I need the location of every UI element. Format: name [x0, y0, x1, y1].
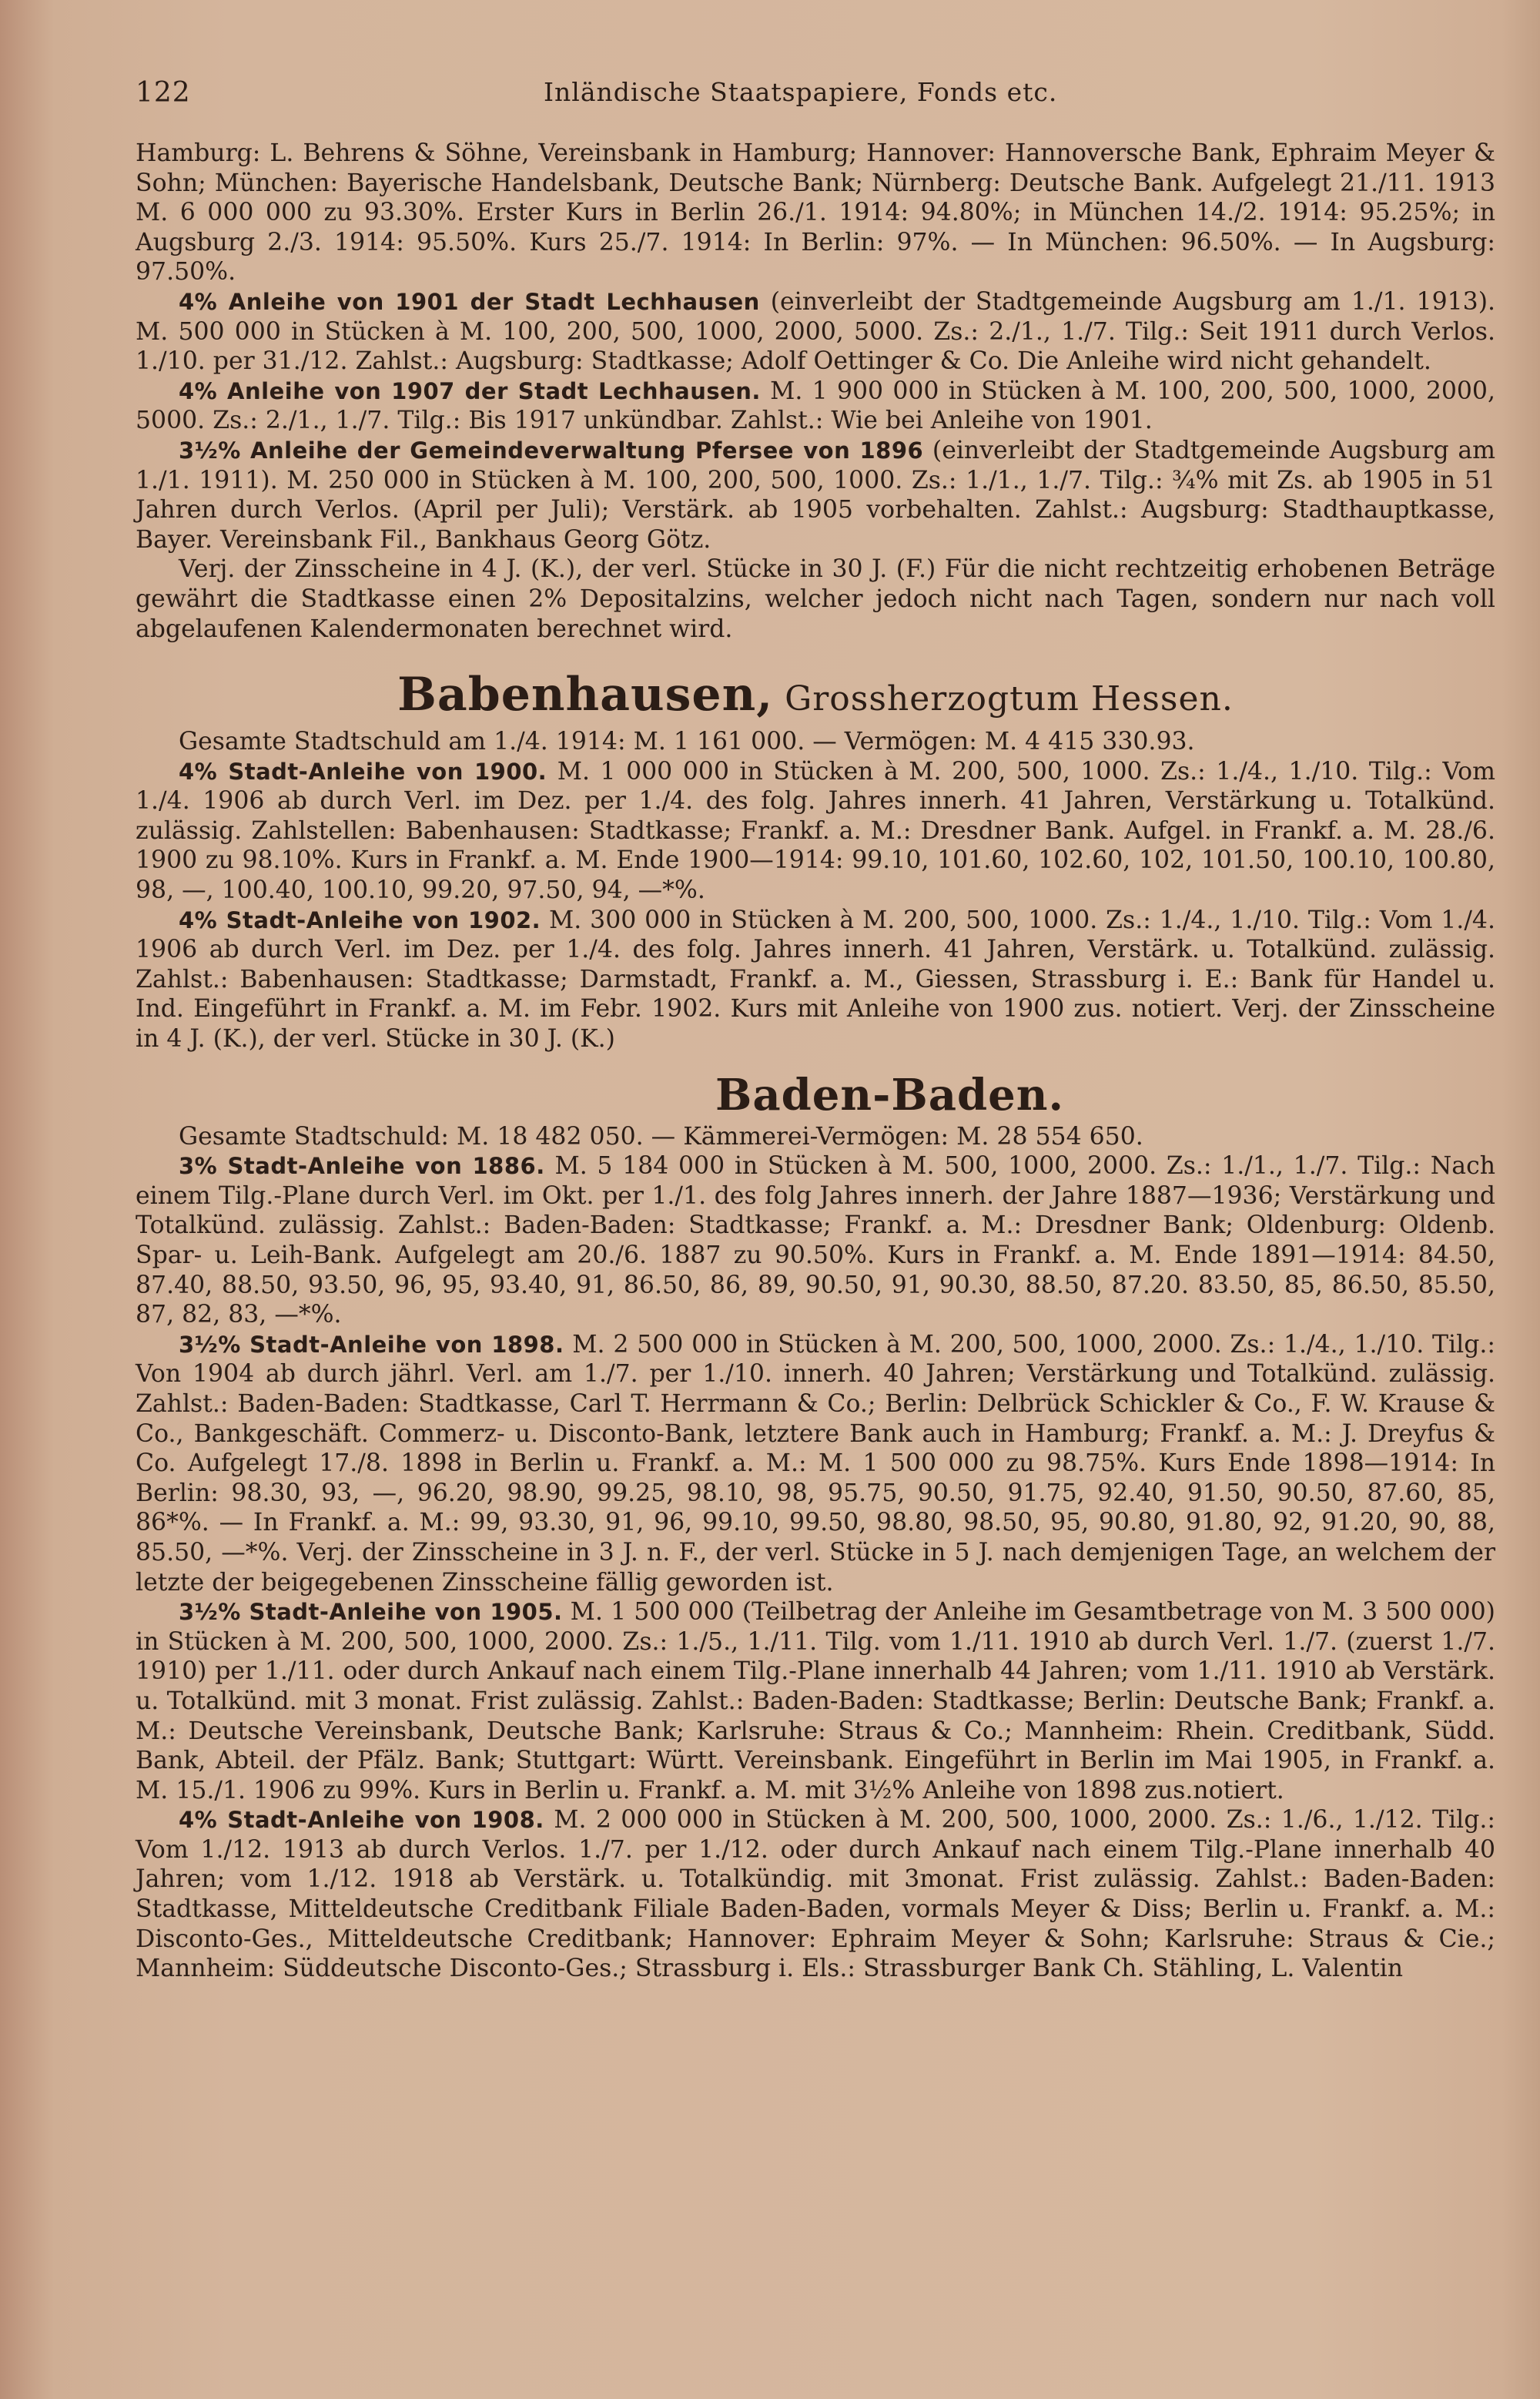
paragraph-lechhausen-1901: 4% Anleihe von 1901 der Stadt Lechhausen (einverleibt der Stadtgemeinde Augsburg am 1./1. 1913). M. 500 000 in Stücken à M. 100, 200, 500, 1000, 2000, 5000. Zs.: 2./1., 1./7. Tilg.: Seit 1911 durch Verlos. 1./10. per 31./12. Zahlst.: Augsburg: Stadtkasse; Adolf Oettinger & Co. Die Anleihe wird nicht gehandelt.	[136, 287, 1495, 376]
bond-title: 3½% Stadt-Anleihe von 1905.	[179, 1599, 563, 1626]
page-header	[136, 77, 1506, 123]
bond-title: 3½% Anleihe der Gemeindeverwaltung Pfersee von 1896	[179, 437, 924, 464]
paragraph-lechhausen-1907: 4% Anleihe von 1907 der Stadt Lechhausen. M. 1 900 000 in Stücken à M. 100, 200, 500, 1000, 2000, 5000. Zs.: 2./1., 1./7. Tilg.: Bis 1917 unkündbar. Zahlst.: Wie bei Anleihe von 1901.	[136, 377, 1495, 435]
bond-title: 4% Anleihe von 1907 der Stadt Lechhausen.	[179, 377, 761, 404]
paragraph-pfersee-1896: 3½% Anleihe der Gemeindeverwaltung Pfersee von 1896 (einverleibt der Stadtgemeinde Augsburg am 1./1. 1911). M. 250 000 in Stücken à M. 100, 200, 500, 1000. Zs.: 1./1., 1./7. Tilg.: ¾% mit Zs. ab 1905 in 51 Jahren durch Verlos. (April per Juli); Verstärk. ab 1905 vorbehalten. Zahlst.: Augsburg: Stadthauptkasse, Bayer. Vereinsbank Fil., Bankhaus Georg Götz.	[136, 436, 1495, 554]
paragraph-baden-baden-1908: 4% Stadt-Anleihe von 1908. M. 2 000 000 in Stücken à M. 200, 500, 1000, 2000. Zs.: 1./6., 1./12. Tilg.: Vom 1./12. 1913 ab durch Verlos. 1./7. per 1./12. oder durch Ankauf nach einem Tilg.-Plane innerhalb 40 Jahren; vom 1./12. 1918 ab Verstärk. u. Totalkündig. mit 3monat. Frist zulässig. Zahlst.: Baden-Baden: Stadtkasse, Mitteldeutsche Creditbank Filiale Baden-Baden, vormals Meyer & Diss; Berlin u. Frankf. a. M.: Disconto-Ges., Mitteldeutsche Creditbank; Hannover: Ephraim Meyer & Sohn; Karlsruhe: Straus & Cie.; Mannheim: Süddeutsche Disconto-Ges.; Strassburg i. Els.: Strassburger Bank Ch. Stähling, L. Valentin	[136, 1806, 1495, 1983]
paragraph-baden-baden-1886: 3% Stadt-Anleihe von 1886. M. 5 184 000 in Stücken à M. 500, 1000, 2000. Zs.: 1./1., 1./7. Tilg.: Nach einem Tilg.-Plane durch Verl. im Okt. per 1./1. des folg Jahres innerh. der Jahre 1887—1936; Verstärkung und Totalkünd. zulässig. Zahlst.: Baden-Baden: Stadtkasse; Frankf. a. M.: Dresdner Bank; Oldenburg: Oldenb. Spar- u. Leih-Bank. Aufgelegt am 20./6. 1887 zu 90.50%. Kurs in Frankf. a. M. Ende 1891—1914: 84.50, 87.40, 88.50, 93.50, 96, 95, 93.40, 91, 86.50, 86, 89, 90.50, 91, 90.30, 88.50, 87.20. 83.50, 85, 86.50, 85.50, 87, 82, 83, —*%.	[136, 1152, 1496, 1329]
section-heading-babenhausen: Babenhausen, Grossherzogtum Hessen.	[397, 668, 1234, 722]
page-number: 122	[136, 77, 191, 109]
paragraph-verjaehrung: Verj. der Zinsscheine in 4 J. (K.), der verl. Stücke in 30 J. (F.) Für die nicht rechtzeitig erhobenen Beträge gewährt die Stadtkasse einen 2% Depositalzins, welcher jedoch nicht nach Tagen, sondern nur nach voll abgelaufenen Kalendermonaten berechnet wird.	[136, 555, 1495, 643]
paragraph-baden-baden-1905: 3½% Stadt-Anleihe von 1905. M. 1 500 000 (Teilbetrag der Anleihe im Gesamtbetrage von M. 3 500 000) in Stücken à M. 200, 500, 1000, 2000. Zs.: 1./5., 1./11. Tilg. vom 1./11. 1910 ab durch Verl. 1./7. (zuerst 1./7. 1910) per 1./11. oder durch Ankauf nach einem Tilg.-Plane innerhalb 44 Jahren; vom 1./11. 1910 ab Verstärk. u. Totalkünd. mit 3 monat. Frist zulässig. Zahlst.: Baden-Baden: Stadtkasse; Berlin: Deutsche Bank; Frankf. a. M.: Deutsche Vereinsbank, Deutsche Bank; Karlsruhe: Straus & Co.; Mannheim: Rhein. Creditbank, Südd. Bank, Abteil. der Pfälz. Bank; Stuttgart: Württ. Vereinsbank. Eingeführt in Berlin im Mai 1905, in Frankf. a. M. 15./1. 1906 zu 99%. Kurs in Berlin u. Frankf. a. M. mit 3½% Anleihe von 1898 zus.notiert.	[136, 1598, 1495, 1804]
bond-title: 4% Anleihe von 1901 der Stadt Lechhausen	[179, 288, 760, 315]
running-title: Inländische Staatspapiere, Fonds etc.	[544, 77, 1058, 107]
section-heading-baden-baden: Baden-Baden.	[715, 1069, 1064, 1121]
page-body	[136, 139, 1495, 1984]
paragraph-babenhausen-schuld: Gesamte Stadtschuld am 1./4. 1914: M. 1 161 000. — Vermögen: M. 4 415 330.93.	[179, 728, 1195, 756]
bond-title: 4% Stadt-Anleihe von 1908.	[179, 1807, 544, 1834]
bond-title: 4% Stadt-Anleihe von 1900.	[179, 758, 547, 785]
paragraph-babenhausen-1900: 4% Stadt-Anleihe von 1900. M. 1 000 000 in Stücken à M. 200, 500, 1000. Zs.: 1./4., 1./10. Tilg.: Vom 1./4. 1906 ab durch Verl. im Dez. per 1./4. des folg. Jahres innerh. 41 Jahren, Verstärkung u. Totalkünd. zulässig. Zahlstellen: Babenhausen: Stadtkasse; Frankf. a. M.: Dresdner Bank. Aufgel. in Frankf. a. M. 28./6. 1900 zu 98.10%. Kurs in Frankf. a. M. Ende 1900—1914: 99.10, 101.60, 102.60, 102, 101.50, 100.10, 100.80, 98, —, 100.40, 100.10, 99.20, 97.50, 94, —*%.	[136, 757, 1496, 905]
paragraph-babenhausen-1902: 4% Stadt-Anleihe von 1902. M. 300 000 in Stücken à M. 200, 500, 1000. Zs.: 1./4., 1./10. Tilg.: Vom 1./4. 1906 ab durch Verl. im Dez. per 1./4. des folg. Jahres innerh. 41 Jahren, Verstärk. u. Totalkünd. zulässig. Zahlst.: Babenhausen: Stadtkasse; Darmstadt, Frankf. a. M., Giessen, Strassburg i. E.: Bank für Handel u. Ind. Eingeführt in Frankf. a. M. im Febr. 1902. Kurs mit Anleihe von 1900 zus. notiert. Verj. der Zinsscheine in 4 J. (K.), der verl. Stücke in 30 J. (K.)	[136, 906, 1495, 1054]
paragraph-hamburg-zahlstellen: Hamburg: L. Behrens & Söhne, Vereinsbank in Hamburg; Hannover: Hannoversche Bank, Ephraim Meyer & Sohn; München: Bayerische Handelsbank, Deutsche Bank; Nürnberg: Deutsche Bank. Aufgelegt 21./11. 1913 M. 6 000 000 zu 93.30%. Erster Kurs in Berlin 26./1. 1914: 94.80%; in München 14./2. 1914: 95.25%; in Augsburg 2./3. 1914: 95.50%. Kurs 25./7. 1914: In Berlin: 97%. — In München: 96.50%. — In Augsburg: 97.50%.	[136, 139, 1495, 286]
paragraph-baden-baden-1898: 3½% Stadt-Anleihe von 1898. M. 2 500 000 in Stücken à M. 200, 500, 1000, 2000. Zs.: 1./4., 1./10. Tilg.: Von 1904 ab durch jährl. Verl. am 1./7. per 1./10. innerh. 40 Jahren; Verstärkung und Totalkünd. zulässig. Zahlst.: Baden-Baden: Stadtkasse, Carl T. Herrmann & Co.; Berlin: Delbrück Schickler & Co., F. W. Krause & Co., Bankgeschäft. Commerz- u. Disconto-Bank, letztere Bank auch in Hamburg; Frankf. a. M.: J. Dreyfus & Co. Aufgelegt 17./8. 1898 in Berlin u. Frankf. a. M.: M. 1 500 000 zu 98.75%. Kurs Ende 1898—1914: In Berlin: 98.30, 93, —, 96.20, 98.90, 99.25, 98.10, 98, 95.75, 90.50, 91.75, 92.40, 91.50, 90.50, 87.60, 85, 86*%. — In Frankf. a. M.: 99, 93.30, 91, 96, 99.10, 99.50, 98.80, 98.50, 95, 90.80, 91.80, 92, 91.20, 90, 88, 85.50, —*%. Verj. der Zinsscheine in 3 J. n. F., der verl. Stücke in 5 J. nach demjenigen Tage, an welchem der letzte der beigegebenen Zinsscheine fällig geworden ist.	[136, 1330, 1495, 1597]
bond-title: 3½% Stadt-Anleihe von 1898.	[179, 1331, 564, 1358]
bond-title: 4% Stadt-Anleihe von 1902.	[179, 906, 541, 933]
paragraph-baden-baden-schuld: Gesamte Stadtschuld: M. 18 482 050. — Kämmerei-Vermögen: M. 28 554 650.	[179, 1122, 1143, 1151]
bond-title: 3% Stadt-Anleihe von 1886.	[179, 1153, 545, 1180]
